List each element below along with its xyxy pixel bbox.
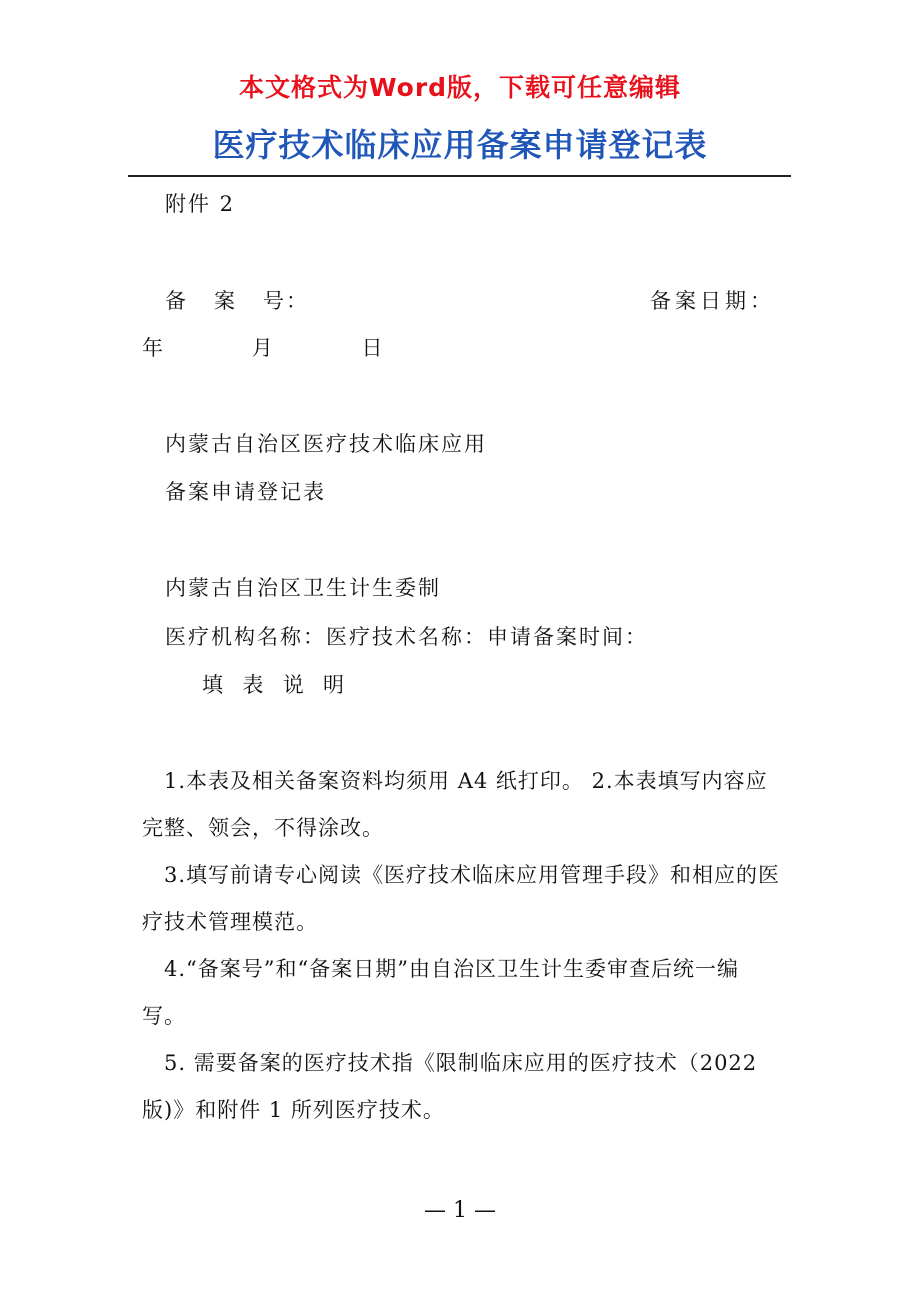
instruction-item-3: 3.填写前请专心阅读《医疗技术临床应用管理手段》和相应的医疗技术管理模范。	[142, 863, 781, 934]
form-title-line-2: 备案申请登记表	[165, 480, 326, 504]
document-title: 医疗技术临床应用备案申请登记表	[212, 126, 708, 164]
instruction-item-5: 5. 需要备案的医疗技术指《限制临床应用的医疗技术（2022 版)》和附件 1 所列医疗技术。	[142, 1051, 758, 1122]
page-number: — 1 —	[424, 1198, 496, 1223]
date-line: 年 月 日	[142, 336, 385, 360]
download-notice-banner: 本文格式为Word版，下载可任意编辑	[238, 73, 682, 102]
form-fields-line: 医疗机构名称：医疗技术名称：申请备案时间：	[165, 625, 648, 649]
instructions-heading: 填 表 说 明	[202, 673, 347, 697]
title-divider	[128, 175, 791, 177]
instruction-item-4: 4.“备案号”和“备案日期”由自治区卫生计生委审查后统一编写。	[142, 957, 739, 1028]
record-number-label: 备 案 号：	[165, 289, 310, 313]
record-date-label: 备案日期：	[650, 289, 775, 313]
form-title-line-1: 内蒙古自治区医疗技术临床应用	[165, 432, 487, 456]
instruction-item-1: 1.本表及相关备案资料均须用 A4 纸打印。 2.本表填写内容应完整、领会，不得涂改。	[142, 769, 768, 840]
attachment-label: 附件 2	[165, 192, 236, 216]
issuer-line: 内蒙古自治区卫生计生委制	[165, 576, 441, 600]
